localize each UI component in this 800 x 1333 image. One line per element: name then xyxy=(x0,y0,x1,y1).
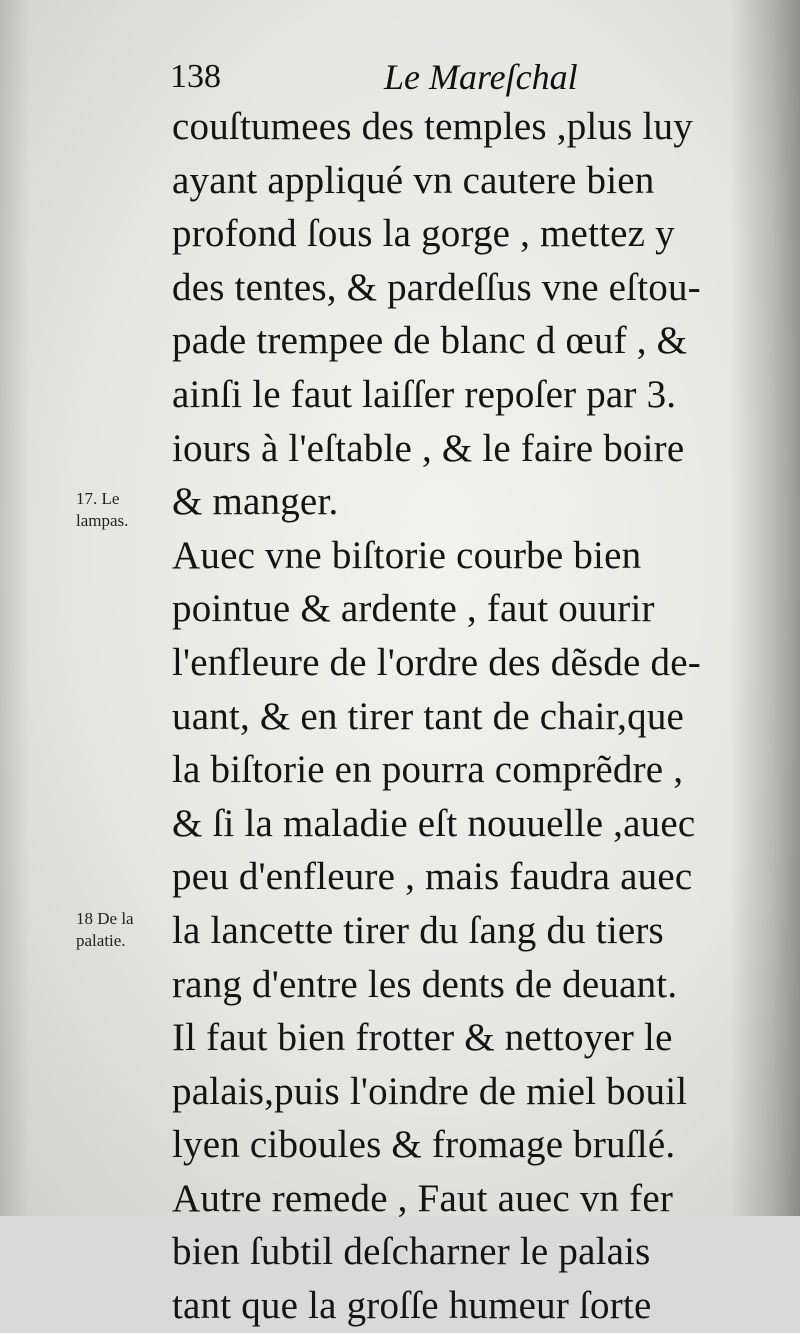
text-line: Autre remede , Faut auec vn fer xyxy=(172,1176,674,1220)
margin-note-line: 18 De la xyxy=(76,909,134,928)
text-line: profond ſous la gorge , mettez y xyxy=(172,212,675,256)
margin-note-line: palatie. xyxy=(76,931,126,950)
text-line: ainſi le faut laiſſer repoſer par 3. xyxy=(172,372,677,416)
text-line: lyen ciboules & fromage bruſlé. xyxy=(172,1123,676,1167)
text-line: bien ſubtil deſcharner le palais xyxy=(172,1230,651,1274)
text-line: Il faut bien frotter & nettoyer le xyxy=(172,1016,673,1060)
text-line: pointue & ardente , faut ouurir xyxy=(172,587,655,631)
text-line: peu d'enfleure , mais faudra auec xyxy=(172,855,693,899)
text-line: ayant appliqué vn cautere bien xyxy=(172,158,655,202)
text-line: rang d'entre les dents de deuant. xyxy=(172,962,678,1006)
text-line: des tentes, & pardeſſus vne eſtou- xyxy=(172,265,701,309)
text-line: couſtumees des temples ,plus luy xyxy=(172,105,693,148)
page-number: 138 xyxy=(170,58,221,95)
margin-note-line: lampas. xyxy=(76,511,129,530)
text-line: & ſi la maladie eſt nouuelle ,auec xyxy=(172,801,696,845)
text-line: palais,puis l'oindre de miel bouil xyxy=(172,1069,688,1113)
margin-note-line: 17. Le xyxy=(76,489,120,508)
page-left-edge xyxy=(0,0,30,1216)
margin-note-17 xyxy=(76,488,176,532)
text-line: iours à l'eſtable , & le faire boire xyxy=(172,426,685,470)
text-line: Auec vne biſtorie courbe bien xyxy=(172,533,642,577)
text-line: la biſtorie en pourra comprẽdre , xyxy=(172,748,684,792)
body-text xyxy=(172,100,742,1333)
running-head xyxy=(170,52,610,102)
margin-note-18 xyxy=(76,908,176,952)
text-line: tant que la groſſe humeur ſorte xyxy=(172,1284,652,1328)
text-line: la lancette tirer du ſang du tiers xyxy=(172,908,664,952)
text-line: pade trempee de blanc d œuf , & xyxy=(172,319,688,363)
text-line: uant, & en tirer tant de chair,que xyxy=(172,694,685,738)
text-line: l'enfleure de l'ordre des dẽsde de- xyxy=(172,640,701,684)
text-line: & manger. xyxy=(172,480,339,524)
running-title: Le Mareſchal xyxy=(384,57,578,97)
